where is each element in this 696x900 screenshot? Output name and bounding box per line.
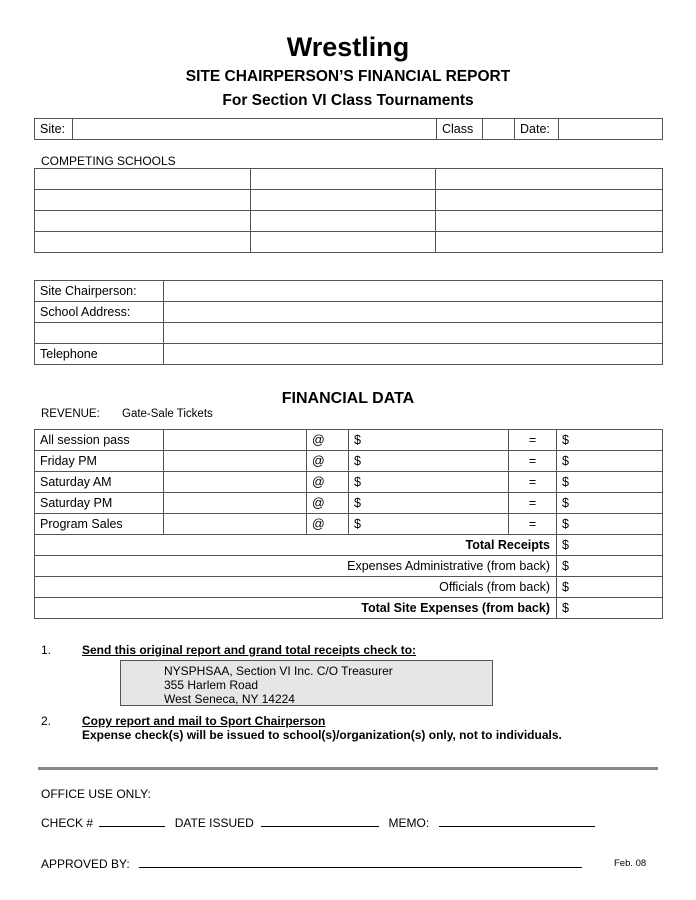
telephone-label: Telephone: [35, 344, 164, 365]
revenue-row: [35, 472, 663, 493]
check-number-line[interactable]: [99, 814, 165, 827]
price-field[interactable]: $: [349, 493, 509, 514]
address-line-3: West Seneca, NY 14224: [164, 692, 295, 706]
school-cell[interactable]: [251, 190, 436, 211]
amount-field[interactable]: $: [557, 493, 663, 514]
address-label: School Address:: [35, 302, 164, 323]
chairperson-label: Site Chairperson:: [35, 281, 164, 302]
at-symbol: @: [307, 514, 349, 535]
total-site-expenses-field[interactable]: $: [557, 598, 663, 619]
equals-symbol: =: [509, 472, 557, 493]
item-1-text: Send this original report and grand total receipts check to:: [82, 643, 417, 657]
price-field[interactable]: $: [349, 430, 509, 451]
at-symbol: @: [307, 472, 349, 493]
revenue-row-label: All session pass: [35, 430, 164, 451]
address-line-2: 355 Harlem Road: [164, 678, 259, 692]
competing-schools-label: COMPETING SCHOOLS: [41, 154, 176, 168]
item-1-number: 1.: [41, 643, 52, 657]
item-2-note: Expense check(s) will be issued to school(s)/organization(s) only, not to individuals.: [82, 728, 562, 742]
price-field[interactable]: $: [349, 514, 509, 535]
equals-symbol: =: [509, 430, 557, 451]
revenue-row: [35, 451, 663, 472]
class-field[interactable]: [483, 119, 515, 140]
item-2-number: 2.: [41, 714, 52, 728]
address-line-1: NYSPHSAA, Section VI Inc. C/O Treasurer: [164, 664, 393, 678]
site-row-table: [34, 118, 663, 140]
school-cell[interactable]: [436, 232, 663, 253]
mailing-address-box: [120, 660, 493, 706]
ticket-count-field[interactable]: [164, 493, 307, 514]
school-cell[interactable]: [35, 169, 251, 190]
total-site-expenses-label: Total Site Expenses (from back): [35, 598, 557, 619]
check-number-label: CHECK #: [41, 816, 94, 830]
date-label: Date:: [515, 119, 559, 140]
school-cell[interactable]: [35, 211, 251, 232]
form-subtitle: SITE CHAIRPERSON’S FINANCIAL REPORT: [185, 68, 511, 85]
table-row: [35, 323, 663, 344]
gate-sale-label: Gate-Sale Tickets: [122, 408, 213, 420]
officials-label: Officials (from back): [35, 577, 557, 598]
approved-by-line[interactable]: [139, 855, 582, 868]
revenue-row-label: Saturday PM: [35, 493, 164, 514]
financial-heading: FINANCIAL DATA: [281, 390, 415, 407]
price-field[interactable]: $: [349, 451, 509, 472]
table-row: [35, 211, 663, 232]
office-check-row: [41, 814, 595, 830]
item-2-text: Copy report and mail to Sport Chairperson: [82, 714, 326, 728]
at-symbol: @: [307, 430, 349, 451]
telephone-field[interactable]: [164, 344, 663, 365]
revenue-row: [35, 514, 663, 535]
form-subtitle-2: For Section VI Class Tournaments: [222, 92, 474, 109]
form-revision-date: Feb. 08: [614, 858, 647, 869]
revenue-row-label: Friday PM: [35, 451, 164, 472]
ticket-count-field[interactable]: [164, 451, 307, 472]
equals-symbol: =: [509, 493, 557, 514]
equals-symbol: =: [509, 514, 557, 535]
competing-schools-table: [34, 168, 663, 253]
equals-symbol: =: [509, 451, 557, 472]
site-field[interactable]: [73, 119, 437, 140]
expenses-admin-field[interactable]: $: [557, 556, 663, 577]
address-field[interactable]: [164, 302, 663, 323]
table-row: [35, 281, 663, 302]
ticket-count-field[interactable]: [164, 430, 307, 451]
expenses-admin-label: Expenses Administrative (from back): [35, 556, 557, 577]
table-row: [35, 344, 663, 365]
table-row: [35, 535, 663, 556]
total-receipts-label: Total Receipts: [35, 535, 557, 556]
date-issued-label: DATE ISSUED: [174, 816, 254, 830]
school-cell[interactable]: [436, 169, 663, 190]
school-cell[interactable]: [436, 211, 663, 232]
school-cell[interactable]: [436, 190, 663, 211]
ticket-count-field[interactable]: [164, 472, 307, 493]
memo-label: MEMO:: [388, 816, 430, 830]
chairperson-field[interactable]: [164, 281, 663, 302]
table-row: [35, 598, 663, 619]
price-field[interactable]: $: [349, 472, 509, 493]
revenue-row-label: Saturday AM: [35, 472, 164, 493]
office-use-label: OFFICE USE ONLY:: [41, 787, 151, 801]
date-issued-line[interactable]: [261, 814, 379, 827]
chairperson-table: [34, 280, 663, 365]
officials-field[interactable]: $: [557, 577, 663, 598]
total-receipts-field[interactable]: $: [557, 535, 663, 556]
school-cell[interactable]: [251, 232, 436, 253]
revenue-row: [35, 493, 663, 514]
table-row: [35, 232, 663, 253]
section-divider: [38, 767, 658, 770]
class-label: Class: [437, 119, 483, 140]
revenue-label: REVENUE:: [41, 408, 100, 420]
amount-field[interactable]: $: [557, 514, 663, 535]
approved-by-label: APPROVED BY:: [41, 857, 130, 871]
table-row: [35, 190, 663, 211]
at-symbol: @: [307, 451, 349, 472]
amount-field[interactable]: $: [557, 430, 663, 451]
table-row: [35, 302, 663, 323]
amount-field[interactable]: $: [557, 472, 663, 493]
revenue-table: [34, 429, 663, 619]
address-field-2[interactable]: [164, 323, 663, 344]
table-row: [35, 577, 663, 598]
at-symbol: @: [307, 493, 349, 514]
ticket-count-field[interactable]: [164, 514, 307, 535]
approved-row: [41, 855, 582, 871]
date-field[interactable]: [559, 119, 663, 140]
memo-line[interactable]: [439, 814, 595, 827]
table-row: [35, 169, 663, 190]
school-cell[interactable]: [35, 190, 251, 211]
site-label: Site:: [35, 119, 73, 140]
revenue-row: [35, 430, 663, 451]
school-cell[interactable]: [251, 169, 436, 190]
school-cell[interactable]: [35, 232, 251, 253]
revenue-row-label: Program Sales: [35, 514, 164, 535]
amount-field[interactable]: $: [557, 451, 663, 472]
school-cell[interactable]: [251, 211, 436, 232]
form-title: Wrestling: [286, 32, 410, 62]
table-row: [35, 556, 663, 577]
